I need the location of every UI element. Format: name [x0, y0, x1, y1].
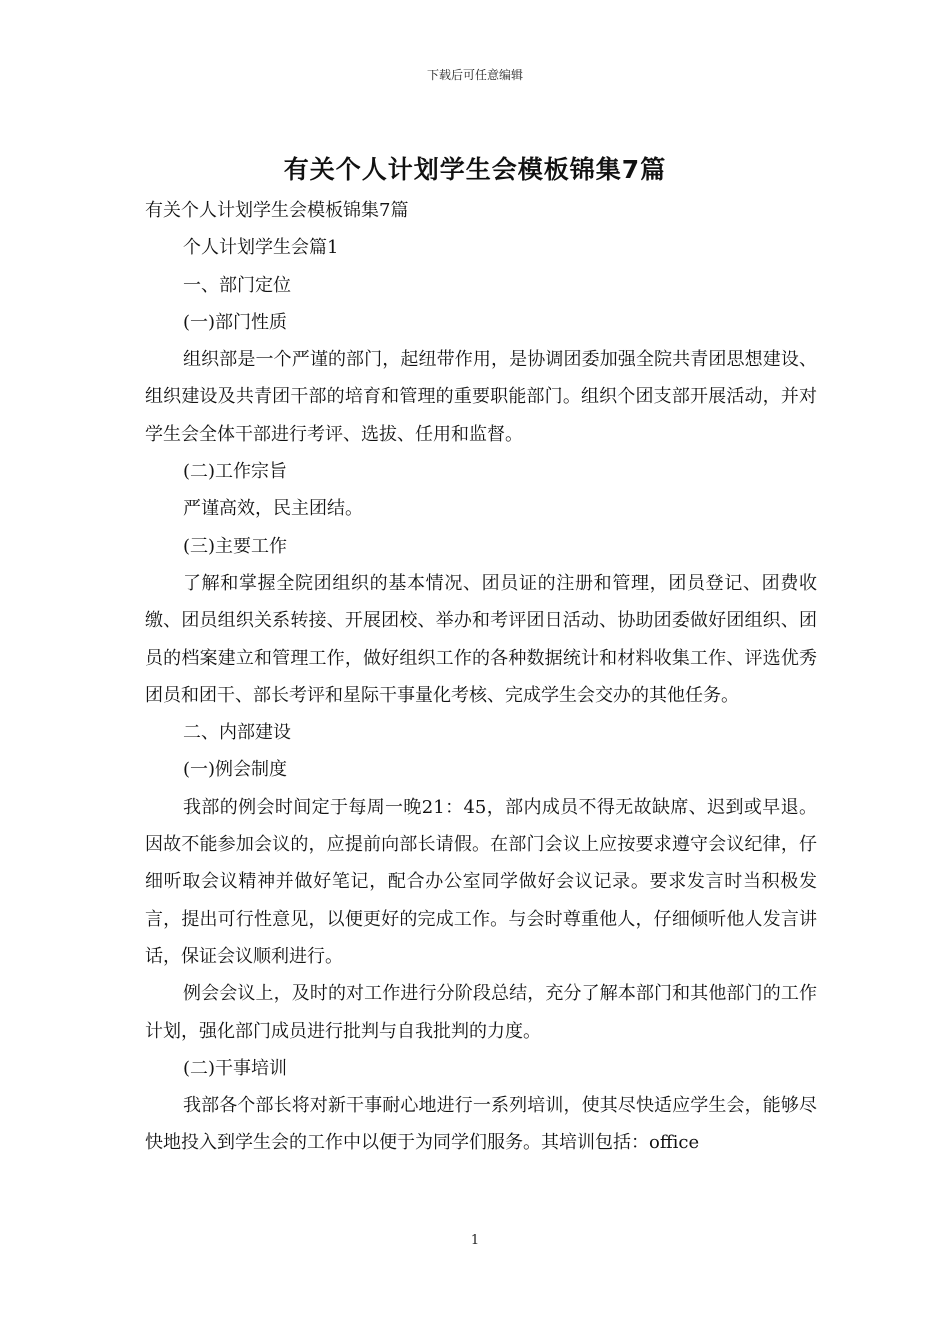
subsection-heading: (一)部门性质: [183, 311, 288, 333]
paragraph: 了解和掌握全院团组织的基本情况、团员证的注册和管理，团员登记、团费收缴、团员组织关系转接、开展团校、举办和考评团日活动、协助团委做好团组织、团员的档案建立和管理工作，做好组织工作的各种数据统计和材料收集工作、评选优秀团员和团干、部长考评和星际干事量化考核、完成学生会交办的其他任务。: [145, 572, 817, 706]
subsection-heading: (二)工作宗旨: [183, 461, 288, 483]
page-number: 1: [470, 1233, 480, 1248]
section-heading: 二、内部建设: [183, 722, 291, 744]
subtitle-line: 有关个人计划学生会模板锦集7篇: [145, 200, 409, 221]
subsection-heading: (三)主要工作: [183, 535, 288, 557]
header-note: 下载后可任意编辑: [426, 68, 523, 82]
subsection-heading: (二)干事培训: [183, 1057, 288, 1079]
paragraph: 组织部是一个严谨的部门，起纽带作用，是协调团委加强全院共青团思想建设、组织建设及共青团干部的培育和管理的重要职能部门。组织个团支部开展活动，并对学生会全体干部进行考评、选拔、任用和监督。: [145, 349, 817, 445]
section-heading: 个人计划学生会篇1: [183, 237, 339, 259]
document-body: [145, 192, 817, 1162]
section-heading: 一、部门定位: [183, 274, 291, 296]
paragraph: 严谨高效，民主团结。: [183, 498, 363, 520]
subsection-heading: (一)例会制度: [183, 759, 288, 781]
paragraph: 我部的例会时间定于每周一晚21：45，部内成员不得无故缺席、迟到或早退。因故不能参加会议的，应提前向部长请假。在部门会议上应按要求遵守会议纪律，仔细听取会议精神并做好笔记，配合办公室同学做好会议记录。要求发言时当积极发言，提出可行性意见，以便更好的完成工作。与会时尊重他人，仔细倾听他人发言讲话，保证会议顺利进行。: [145, 796, 817, 967]
paragraph: 例会会议上，及时的对工作进行分阶段总结，充分了解本部门和其他部门的工作计划，强化部门成员进行批判与自我批判的力度。: [145, 983, 817, 1042]
paragraph: 我部各个部长将对新干事耐心地进行一系列培训，使其尽快适应学生会，能够尽快地投入到学生会的工作中以便于为同学们服务。其培训包括：office: [145, 1095, 817, 1154]
document-title: 有关个人计划学生会模板锦集7篇: [283, 155, 667, 184]
